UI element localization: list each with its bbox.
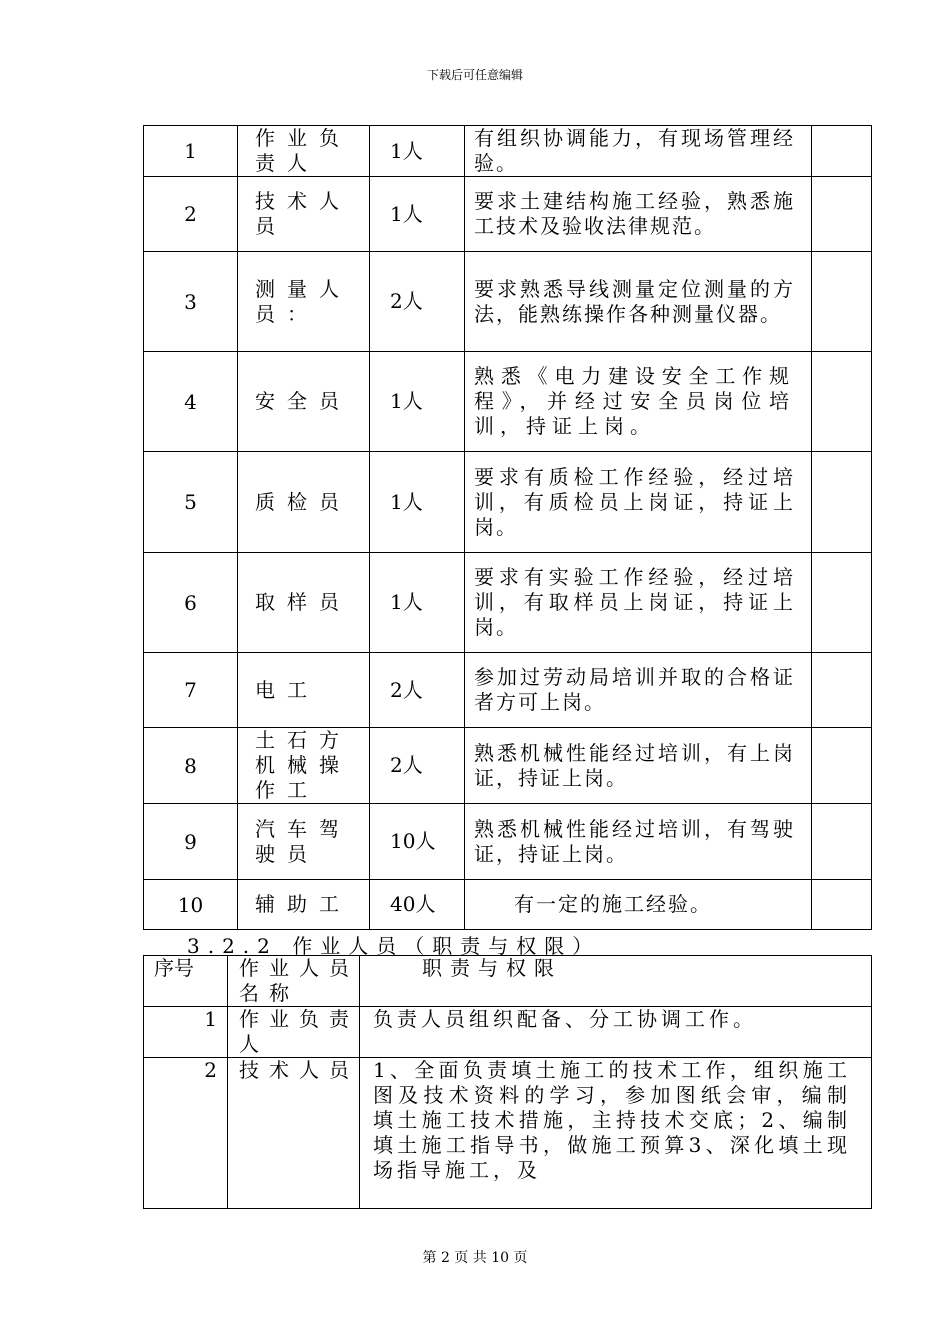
role-cell: 电工 [238,653,370,728]
remark-cell [812,804,872,880]
page-footer: 第 2 页 共 10 页 [422,1250,528,1266]
staffing-table [143,125,872,930]
row-number: 8 [144,728,238,804]
row-number: 2 [144,177,238,252]
requirement-cell: 有组织协调能力，有现场管理经验。 [465,126,812,177]
remark-cell [812,553,872,653]
table-row [144,177,872,252]
remark-cell [812,126,872,177]
table-row [144,728,872,804]
count-cell: 1人 [370,553,465,653]
requirement-cell: 熟悉《电力建设安全工作规程》，并经过安全员岗位培训，持证上岗。 [465,352,812,452]
table-row [144,804,872,880]
table-row [144,452,872,553]
count-cell: 1人 [370,126,465,177]
requirement-cell: 要求有实验工作经验，经过培训，有取样员上岗证，持证上岗。 [465,553,812,653]
row-number: 5 [144,452,238,553]
role-cell: 汽车驾驶员 [238,804,370,880]
count-cell: 40人 [370,880,465,930]
row-number: 6 [144,553,238,653]
table-row [144,252,872,352]
header-role: 作业人员名称 [228,956,360,1007]
table-header-row [144,956,872,1007]
role-cell: 质检员 [238,452,370,553]
role-cell: 测量人员： [238,252,370,352]
count-cell: 2人 [370,653,465,728]
requirement-cell: 参加过劳动局培训并取的合格证者方可上岗。 [465,653,812,728]
duty-cell: 1、全面负责填土施工的技术工作，组织施工图及技术资料的学习，参加图纸会审，编制填土施工技术措施，主持技术交底；2、编制填土施工指导书，做施工预算3、深化填土现场指导施工，及 [360,1058,872,1209]
table-row [144,1007,872,1058]
count-cell: 10人 [370,804,465,880]
role-cell: 技术人员 [238,177,370,252]
requirement-cell: 要求有质检工作经验，经过培训，有质检员上岗证，持证上岗。 [465,452,812,553]
count-cell: 1人 [370,177,465,252]
requirement-cell: 要求熟悉导线测量定位测量的方法，能熟练操作各种测量仪器。 [465,252,812,352]
remark-cell [812,252,872,352]
table-row [144,880,872,930]
row-number: 7 [144,653,238,728]
requirement-cell: 有一定的施工经验。 [465,880,812,930]
role-cell: 作业负责人 [228,1007,360,1058]
row-number: 4 [144,352,238,452]
role-cell: 取样员 [238,553,370,653]
row-number: 2 [144,1058,228,1209]
role-cell: 作业负责人 [238,126,370,177]
remark-cell [812,653,872,728]
requirement-cell: 要求土建结构施工经验，熟悉施工技术及验收法律规范。 [465,177,812,252]
role-cell: 安全员 [238,352,370,452]
remark-cell [812,728,872,804]
row-number: 1 [144,126,238,177]
count-cell: 2人 [370,252,465,352]
table-row [144,553,872,653]
role-cell: 技术人员 [228,1058,360,1209]
row-number: 10 [144,880,238,930]
role-cell: 辅助工 [238,880,370,930]
section-title: 3.2.2 作业人员（职责与权限） [187,934,601,958]
header-no: 序号 [144,956,228,1007]
page-header: 下载后可任意编辑 [426,68,523,82]
table-row [144,352,872,452]
header-duty: 职责与权限 [360,956,872,1007]
count-cell: 2人 [370,728,465,804]
remark-cell [812,880,872,930]
remark-cell [812,452,872,553]
count-cell: 1人 [370,452,465,553]
requirement-cell: 熟悉机械性能经过培训，有驾驶证，持证上岗。 [465,804,812,880]
role-cell: 土石方机械操作工 [238,728,370,804]
row-number: 3 [144,252,238,352]
duties-table [143,955,872,1209]
table-row [144,126,872,177]
remark-cell [812,352,872,452]
remark-cell [812,177,872,252]
table-row [144,1058,872,1209]
row-number: 9 [144,804,238,880]
table-row [144,653,872,728]
count-cell: 1人 [370,352,465,452]
duty-cell: 负责人员组织配备、分工协调工作。 [360,1007,872,1058]
requirement-cell: 熟悉机械性能经过培训，有上岗证，持证上岗。 [465,728,812,804]
row-number: 1 [144,1007,228,1058]
